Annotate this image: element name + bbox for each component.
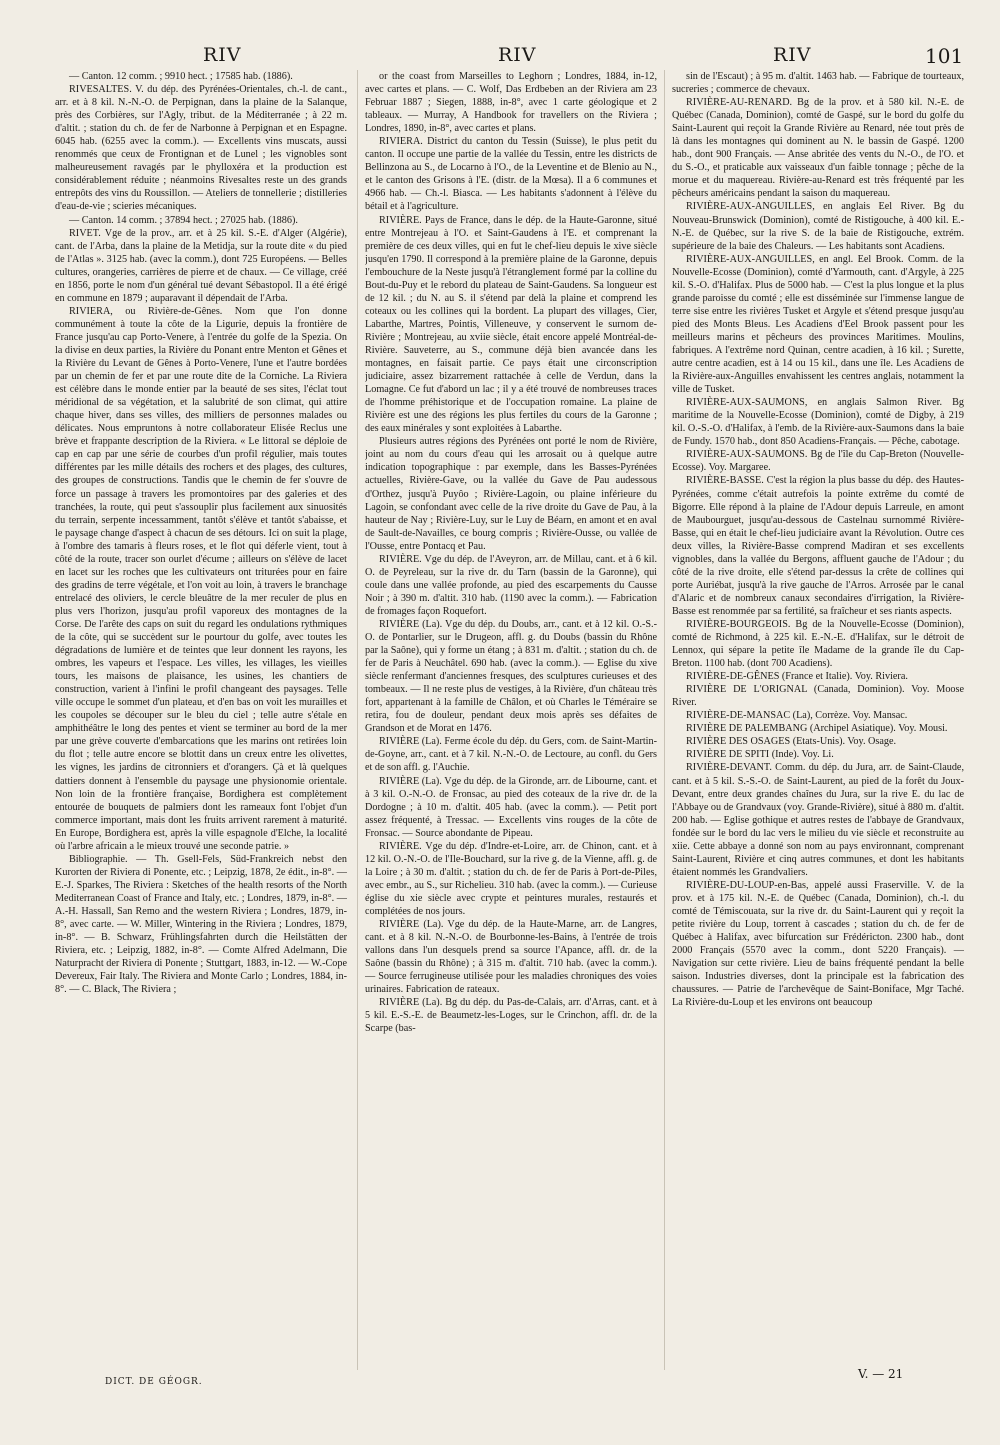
paragraph: Plusieurs autres régions des Pyrénées ont porté le nom de Rivière, joint au nom du cours d'eau qui les arrosait ou à quelque autre indication topographique : par exemple, dans les Basses-Pyrénées actuelles, Rivière-Gave, ou la vallée du Gave de Pau audessous d'Orthez, jusqu'à Puyôo ; Rivière-Lagoin, ou plaine inférieure du Lagoin, se confondant avec celle de la rive droite du Gave de Pau, à la hauteur de Nay ; Rivière-Luy, sur le Luy de Béarn, en amont et en aval de Sault-de-Navailles, ce bourg compris ; Rivière-Ousse, ou vallée de l'Ousse, entre Pontacq et Pau. [365,436,657,552]
paragraph: RIVIÈRE-AUX-ANGUILLES, en anglais Eel River. Bg du Nouveau-Brunswick (Dominion), comté de Ristigouche, à 400 kil. E.-N.-E. de Québec, sur la rive S. de la baie de Ristigouche, extrém. supérieure de la baie des Chaleurs. — Les habitants sont Acadiens. [672,201,964,252]
paragraph: RIVET. Vge de la prov., arr. et à 25 kil. S.-E. d'Alger (Algérie), cant. de l'Arba, dans la plaine de la Metidja, sur la route dite « du pied de l'Atlas ». 3125 hab. (avec la comm.), dont 725 Européens. — Belles cultures, orangeries, carrières de pierre et de chaux. — Ce village, créé en 1856, porte le nom d'un général tué devant Sébastopol. Il a été érigé en commune en 1879 ; auparavant il dépendait de l'Arba. [55,227,347,304]
footer-sheet-mark: V. — 21 [858,1367,904,1381]
paragraph: RIVIÈRE (La). Ferme école du dép. du Gers, com. de Saint-Martin-de-Goyne, arr., cant. et à 7 kil. N.-N.-O. de Lectoure, au confl. du Gers et de son affl. g. l'Auchie. [365,736,657,774]
paragraph: RIVIÈRE DE L'ORIGNAL (Canada, Dominion). Voy. Moose River. [672,684,964,709]
paragraph: or the coast from Marseilles to Leghorn ; Londres, 1884, in-12, avec cartes et plans. — C. Wolf, Das Erdbeben an der Riviera am 23 Februar 1887 ; Siegen, 1888, in-8°, avec 1 carte géologique et 2 tableaux. — Murray, A Handbook for travellers on the Riviera ; Londres, 1890, in-8°, avec cartes et plans. [365,71,657,135]
paragraph: RIVIÈRE DE SPITI (Inde). Voy. Li. [686,749,834,761]
paragraph: RIVIÈRE DE PALEMBANG (Archipel Asiatique). Voy. Mousi. [686,723,948,735]
paragraph: RIVIÈRE (La). Bg du dép. du Pas-de-Calais, arr. d'Arras, cant. et à 5 kil. E.-S.-E. de Beaumetz-les-Loges, sur le Crinchon, affl. dr. de la Scarpe (bas- [365,997,657,1035]
paragraph: RIVIÈRE-AUX-SAUMONS. Bg de l'île du Cap-Breton (Nouvelle-Ecosse). Voy. Margaree. [672,449,964,474]
paragraph: RIVIÈRE. Vge du dép. d'Indre-et-Loire, arr. de Chinon, cant. et à 12 kil. O.-N.-O. de l'Ile-Bouchard, sur la rive g. de la Vienne, affl. g. de la Loire ; à 30 m. d'altit. ; station du ch. de fer de Paris à Port-de-Piles, avec embr., au S., sur Richelieu. 310 hab. (avec la comm.). — Curieuse église du xie siècle avec crypte et peintures murales, restaurés et complétées de nos jours. [365,840,657,917]
paragraph: RIVESALTES. V. du dép. des Pyrénées-Orientales, ch.-l. de cant., arr. et à 8 kil. N.-N.-O. de Perpignan, dans la plaine de la Salanque, près des Corbières, sur l'Agly, tribut. de la Méditerranée ; à 22 m. d'altit. ; station du ch. de fer de Narbonne à Perpignan et en Espagne. 6045 hab. (6255 avec la comm.). — Excellents vins muscats, aussi renommés que ceux de Frontignan et de Lunel ; les vignobles sont malheureusement ravagés par le phylloxéra et la production est considérablement réduite ; néanmoins Rivesaltes reste un des grands entrepôts des vins du Roussillon. — Ateliers de tonnellerie ; distilleries d'eau-de-vie ; scieries mécaniques. [55,84,347,213]
page-number: 101 [925,44,964,68]
paragraph: RIVIERA. District du canton du Tessin (Suisse), le plus petit du canton. Il occupe une partie de la vallée du Tessin, entre les districts de Bellinzona au S., de Locarno à l'O., de la Leventine et de Blenio au N., et le canton des Grisons à l'E. (distr. de la Mœsa). Il a 6 communes et 4966 hab. — Ch.-l. Biasca. — Les habitants s'adonnent à l'élève du bétail et à l'agriculture. [365,136,657,213]
paragraph: RIVIERA, ou Rivière-de-Gênes. Nom que l'on donne communément à toute la côte de la Ligurie, depuis la frontière de France jusqu'au cap Porto-Venere, à l'entrée du golfe de la Spezia. On la divise en deux parties, la Rivière du Ponant entre Menton et Gênes et la Rivière du Levant de Gênes à Porto-Venere, l'une et l'autre bordées par un chemin de fer et par une route dite de la Corniche. La Riviera est célèbre dans le monde entier par la beauté de ses sites, l'éclat tout méridional de sa végétation, et la salubrité de son climat, qui attire chaque hiver, dans ses villes, des milliers de personnes malades ou délicates. Nous empruntons à notre collaborateur Elisée Reclus une brève et frappante description de la Riviera. « Le littoral se déploie de cap en cap par une série de courbes d'un profil régulier, mais toutes différentes par les mille détails des rochers et des plages, des cultures, des groupes de constructions. Tandis que le chemin de fer s'ouvre de force un passage à travers les promontoires par des galeries et des tranchées, la route, qui peut s'assouplir plus facilement aux sinuosités du terrain, serpente incessamment, tantôt s'élève et tantôt s'abaisse, et le paysage change d'aspect à chacun de ses détours. Ici on suit la plage, à l'ombre des tamaris à fleurs roses, et le flot qui déferle vient, tout à côté de la route, tracer son ourlet d'écume ; ailleurs on s'élève de lacet en lacet sur les roches que les cultivateurs ont triturées pour en faire des gradins de terre végétale, et l'on voit au loin, à travers le branchage entrelacé des oliviers, le cercle bleuâtre de la mer reculer de plus en plus vers l'horizon, jusqu'au profil vaporeux des montagnes de la Corse. De l'arête des caps on suit du regard les ondulations rythmiques de la côte, qui se succèdent sur le pourtour du golfe, avec toutes les dégradations de lumière et de teintes que leur donnent les rayons, les ombres, les vapeurs et l'espace. Les villes, les villages, les vieilles tours, les maisons de plaisance, les usines, les chantiers de construction, varient à l'infini le profil changeant des paysages. Telle ville occupe le sommet d'un plateau, et d'en bas on voit les murailles et les coupoles se découper sur le bleu du ciel ; telle autre s'étale en amphithéâtre le long des pentes et vient se terminer au bord de la mer par une grève couverte d'embarcations que les marins ont retirées loin du flot ; telle autre encore se blottit dans un creux entre les olivettes, les vignes, les jardins de citronniers et d'orangers. Çà et là quelques dattiers donnent à l'ensemble du paysage une physionomie orientale. Non loin de la frontière française, Bordighera est complètement entourée de bouquets de palmiers dont les rameaux font l'objet d'un commerce important, mais dont les fruits arrivent rarement à maturité. En Europe, Bordighera est, après la ville espagnole d'Elche, la localité où l'arbre africain a le mieux trouvé une seconde patrie. » [55,305,347,852]
paragraph: sin de l'Escaut) ; à 95 m. d'altit. 1463 hab. — Fabrique de tourteaux, sucreries ; commerce de chevaux. [672,71,964,96]
running-head-left: RIV [203,44,242,66]
paragraph: RIVIÈRE-AUX-ANGUILLES, en angl. Eel Brook. Comm. de la Nouvelle-Ecosse (Dominion), comté d'Yarmouth, cant. d'Argyle, à 225 kil. S.-O. d'Halifax. Plus de 5000 hab. — C'est la plus longue et la plus grande paroisse du comté ; elle est disséminée sur l'immense langue de terre sise entre les rivières Tusket et Argyle et s'étend presque jusqu'au pied des Monts Bleus. Les Acadiens d'Eel Brook passent pour les meilleurs marins et pêcheurs des provinces Maritimes. Moulins, fabriques. A l'extrême nord Quinan, centre acadien, à 16 kil. ; Surette, autre centre acadien, est à 14 ou 15 kil., dans une île. Les Acadiens de la Rivière-aux-Anguilles envahissent les centres anglais, notamment la ville de Tusket. [672,253,964,396]
text-column-2 [365,70,657,1370]
paragraph: RIVIÈRE. Vge du dép. de l'Aveyron, arr. de Millau, cant. et à 6 kil. O. de Peyreleau, sur la rive dr. du Tarn (bassin de la Garonne), qui coule dans une vallée profonde, au pied des escarpements du Causse Noir ; à 390 m. d'altit. 310 hab. (1190 avec la comm.). — Fabrication de fromages façon Roquefort. [365,553,657,617]
paragraph: RIVIÈRE (La). Vge du dép. de la Gironde, arr. de Libourne, cant. et à 3 kil. O.-N.-O. de Fronsac, au pied des coteaux de la rive dr. de la Dordogne ; à 10 m. d'altit. 405 hab. (avec la comm.). — Petit port assez fréquenté, à Tressac. — Excellents vins rouges de la côte de Fronsac. — Source abondante de Pipeau. [365,775,657,839]
paragraph: — Canton. 12 comm. ; 9910 hect. ; 17585 hab. (1886). [69,71,293,82]
paragraph: RIVIÈRE-BASSE. C'est la région la plus basse du dép. des Hautes-Pyrénées, comme c'était autrefois la pointe extrême du comté de Bigorre. Elle répond à la plaine de l'Adour depuis Larreule, en amont de Maubourguet, jusqu'au-dessous de Castelnau surnommé Rivière-Basse, qui en était le chef-lieu judiciaire avant la Révolution. Outre ces deux villes, la Rivière-Basse comprend Madiran et ses excellents vignobles, dans la vallée du Bergons, affluent gauche de l'Adour ; du côté de la rive droite, elle s'étend par-dessus la crête de collines qui porte Auriébat, jusqu'à la rive gauche de l'Arros. Arrosée par le canal d'Alaric et de nombreux canaux secondaires d'irrigation, la Rivière-Basse est renommée par sa fertilité, sa fraîcheur et ses riants aspects. [672,475,964,617]
paragraph: RIVIÈRE (La). Vge du dép. de la Haute-Marne, arr. de Langres, cant. et à 8 kil. N.-N.-O. de Bourbonne-les-Bains, à l'entrée de trois vallons dans l'un desquels prend sa source l'Apance, affl. dr. de la Saône (bassin du Rhône) ; à 315 m. d'altit. 710 hab. (avec la comm.). — Source ferrugineuse utilisée pour les maladies chroniques des voies urinaires. Fabrication de rateaux. [365,919,657,996]
paragraph: RIVIÈRE. Pays de France, dans le dép. de la Haute-Garonne, situé entre Montrejeau à l'O. et Saint-Gaudens à l'E. et comprenant la première de ces deux villes, qui en fut le chef-lieu depuis le xive siècle jusqu'en 1790. Il correspond à la première plaine de la Garonne, depuis l'embouchure de la Neste jusqu'à l'étranglement formé par la colline du Bout-du-Puy et le rebord du plateau de Saint-Gaudens. Sa longueur est de 12 kil. ; du N. au S. il s'étend par delà la plaine et comprend les coteaux ou les collines qui la bordent. La plupart des villages, Cier, Labarthe, Martres, Pointis, Villeneuve, y conservent le surnom de-Rivière ; Montrejeau, au xviie siècle, était encore appelé Montréal-de-Rivière. Sauveterre, au S., commune déjà bien avancée dans les montagnes, en faisait partie. Ce pays était une circonscription judiciaire, assez bizarrement rattachée à celle de Verdun, dans la Lomagne. Ce fut d'abord un lac ; il y a été trouvé de nombreuses traces de l'homme préhistorique et de l'occupation romaine. La plaine de Rivière est une des régions les plus fertiles du cours de la Garonne ; des eaux minérales y sont exploitées à Labarthe. [365,214,657,435]
paragraph: RIVIÈRE-DE-MANSAC (La), Corrèze. Voy. Mansac. [686,710,908,722]
paragraph: RIVIÈRE-DU-LOUP-en-Bas, appelé aussi Fraserville. V. de la prov. et à 175 kil. N.-E. de Québec (Canada, Dominion), ch.-l. du comté de Témiscouata, sur la rive dr. du Saint-Laurent qui y reçoit la petite rivière du Loup, torrent à cascades ; station du ch. de fer de Québec à Halifax, avec bifurcation sur Frédéricton. 2300 hab., dont 2000 Français (5570 avec la comm., dont 5220 Français). — Navigation sur cette rivière. Lieu de bains fréquenté pendant la belle saison. Industries diverses, dont la principale est la fabrication des chaussures. — Patrie de l'archevêque de Saint-Boniface, Mgr Taché. La Rivière-du-Loup et les environs ont beaucoup [672,879,964,1009]
paragraph: RIVIÈRE-AU-RENARD. Bg de la prov. et à 580 kil. N.-E. de Québec (Canada, Dominion), comté de Gaspé, sur le bord du golfe du Saint-Laurent qui reçoit la Grande Rivière au Renard, née tout près de là dans les montagnes qui dominent au N. le bassin de Gaspé. 1200 hab., dont 900 Français. — Anse abritée des vents du N.-O., de l'O. et du S.-O., et praticable aux vaisseaux d'un faible tonnage ; pêche de la morue et du maquereau. Rivière-au-Renard est très fréquenté par les pêcheurs américains pendant la saison du maquereau. [672,97,964,200]
paragraph: RIVIÈRE (La). Vge du dép. du Doubs, arr., cant. et à 12 kil. O.-S.-O. de Pontarlier, sur le Drugeon, affl. g. du Doubs (bassin du Rhône par la Saône), qui y forme un étang ; à 831 m. d'altit. ; station du ch. de fer de Paris à Neuchâtel. 690 hab. (avec la comm.). — Eglise du xive siècle renfermant d'anciennes fresques, des sculptures curieuses et des tombeaux. — Il ne reste plus de vestiges, à la Rivière, d'un château très fort, appartenant à la famille de Châlon, et où Charles le Téméraire se retira, fou de douleur, pendant deux mois après ses défaites de Grandson et de Morat en 1476. [365,618,657,735]
paragraph: Bibliographie. — Th. Gsell-Fels, Süd-Frankreich nebst den Kurorten der Riviera di Ponente, etc. ; Leipzig, 1878, 2e édit., in-8°. — E.-J. Sparkes, The Riviera : Sketches of the health resorts of the North Mediterranean Coast of France and Italy, etc. ; Londres, 1879, in-8°. — A.-H. Hassall, San Remo and the western Riviera ; Londres, 1879, in-8°, avec carte. — W. Miller, Wintering in the Riviera ; Londres, 1879, in-8°. — B. Schwarz, Frühlingsfahrten durch die Heilstätten der Riviera, etc. ; Leipzig, 1882, in-8°. — Comte Alfred Adelmann, Die Naturpracht der Riviera di Ponente ; Stuttgart, 1883, in-12. — W.-Cope Devereux, Fair Italy. The Riviera and Monte Carlo ; Londres, 1884, in-8°. — C. Black, The Riviera ; [55,853,347,996]
column-rule [664,70,665,1370]
paragraph: — Canton. 14 comm. ; 37894 hect. ; 27025 hab. (1886). [69,214,298,226]
text-column-1 [55,70,347,1370]
running-head-middle: RIV [498,44,537,66]
footer-signature: DICT. DE GÉOGR. [105,1377,203,1387]
paragraph: RIVIÈRE-DE-GÊNES (France et Italie). Voy. Riviera. [686,671,908,683]
paragraph: RIVIÈRE-BOURGEOIS. Bg de la Nouvelle-Ecosse (Dominion), comté de Richmond, à 225 kil. E.-N.-E. d'Halifax, sur le détroit de Lennox, qui sépare la petite île Madame de la grande île du Cap-Breton. 1100 hab. (dont 700 Acadiens). [672,618,964,670]
paragraph: RIVIÈRE-DEVANT. Comm. du dép. du Jura, arr. de Saint-Claude, cant. et à 5 kil. S.-S.-O. de Saint-Laurent, au pied de la forêt du Joux-Devant, entre deux grandes chaînes du Jura, sur la rive E. du lac de l'Abbaye ou de Grandvaux (voy. Grande-Rivière), situé à 880 m. d'altit. 200 hab. — Eglise gothique et autres restes de l'abbaye de Grandvaux, fondée sur le bord du lac vers le milieu du vie siècle et reconstruite au xiie. Cette abbaye a donné son nom au pays environnant, comprenant Saint-Laurent, Rivière et cinq autres communes, et dont les habitants étaient nommés les Grandvaliers. [672,762,964,878]
column-rule [357,70,358,1370]
paragraph: RIVIÈRE-AUX-SAUMONS, en anglais Salmon River. Bg maritime de la Nouvelle-Ecosse (Dominion), comté de Digby, à 219 kil. O.-S.-O. d'Halifax, à l'emb. de la Rivière-aux-Saumons dans la baie de Fundy. 1570 hab., dont 850 Acadiens-Français. — Pêche, cabotage. [672,397,964,448]
text-column-3 [672,70,964,1370]
paragraph: RIVIÈRE DES OSAGES (Etats-Unis). Voy. Osage. [686,736,897,748]
running-head-right: RIV [773,44,812,66]
